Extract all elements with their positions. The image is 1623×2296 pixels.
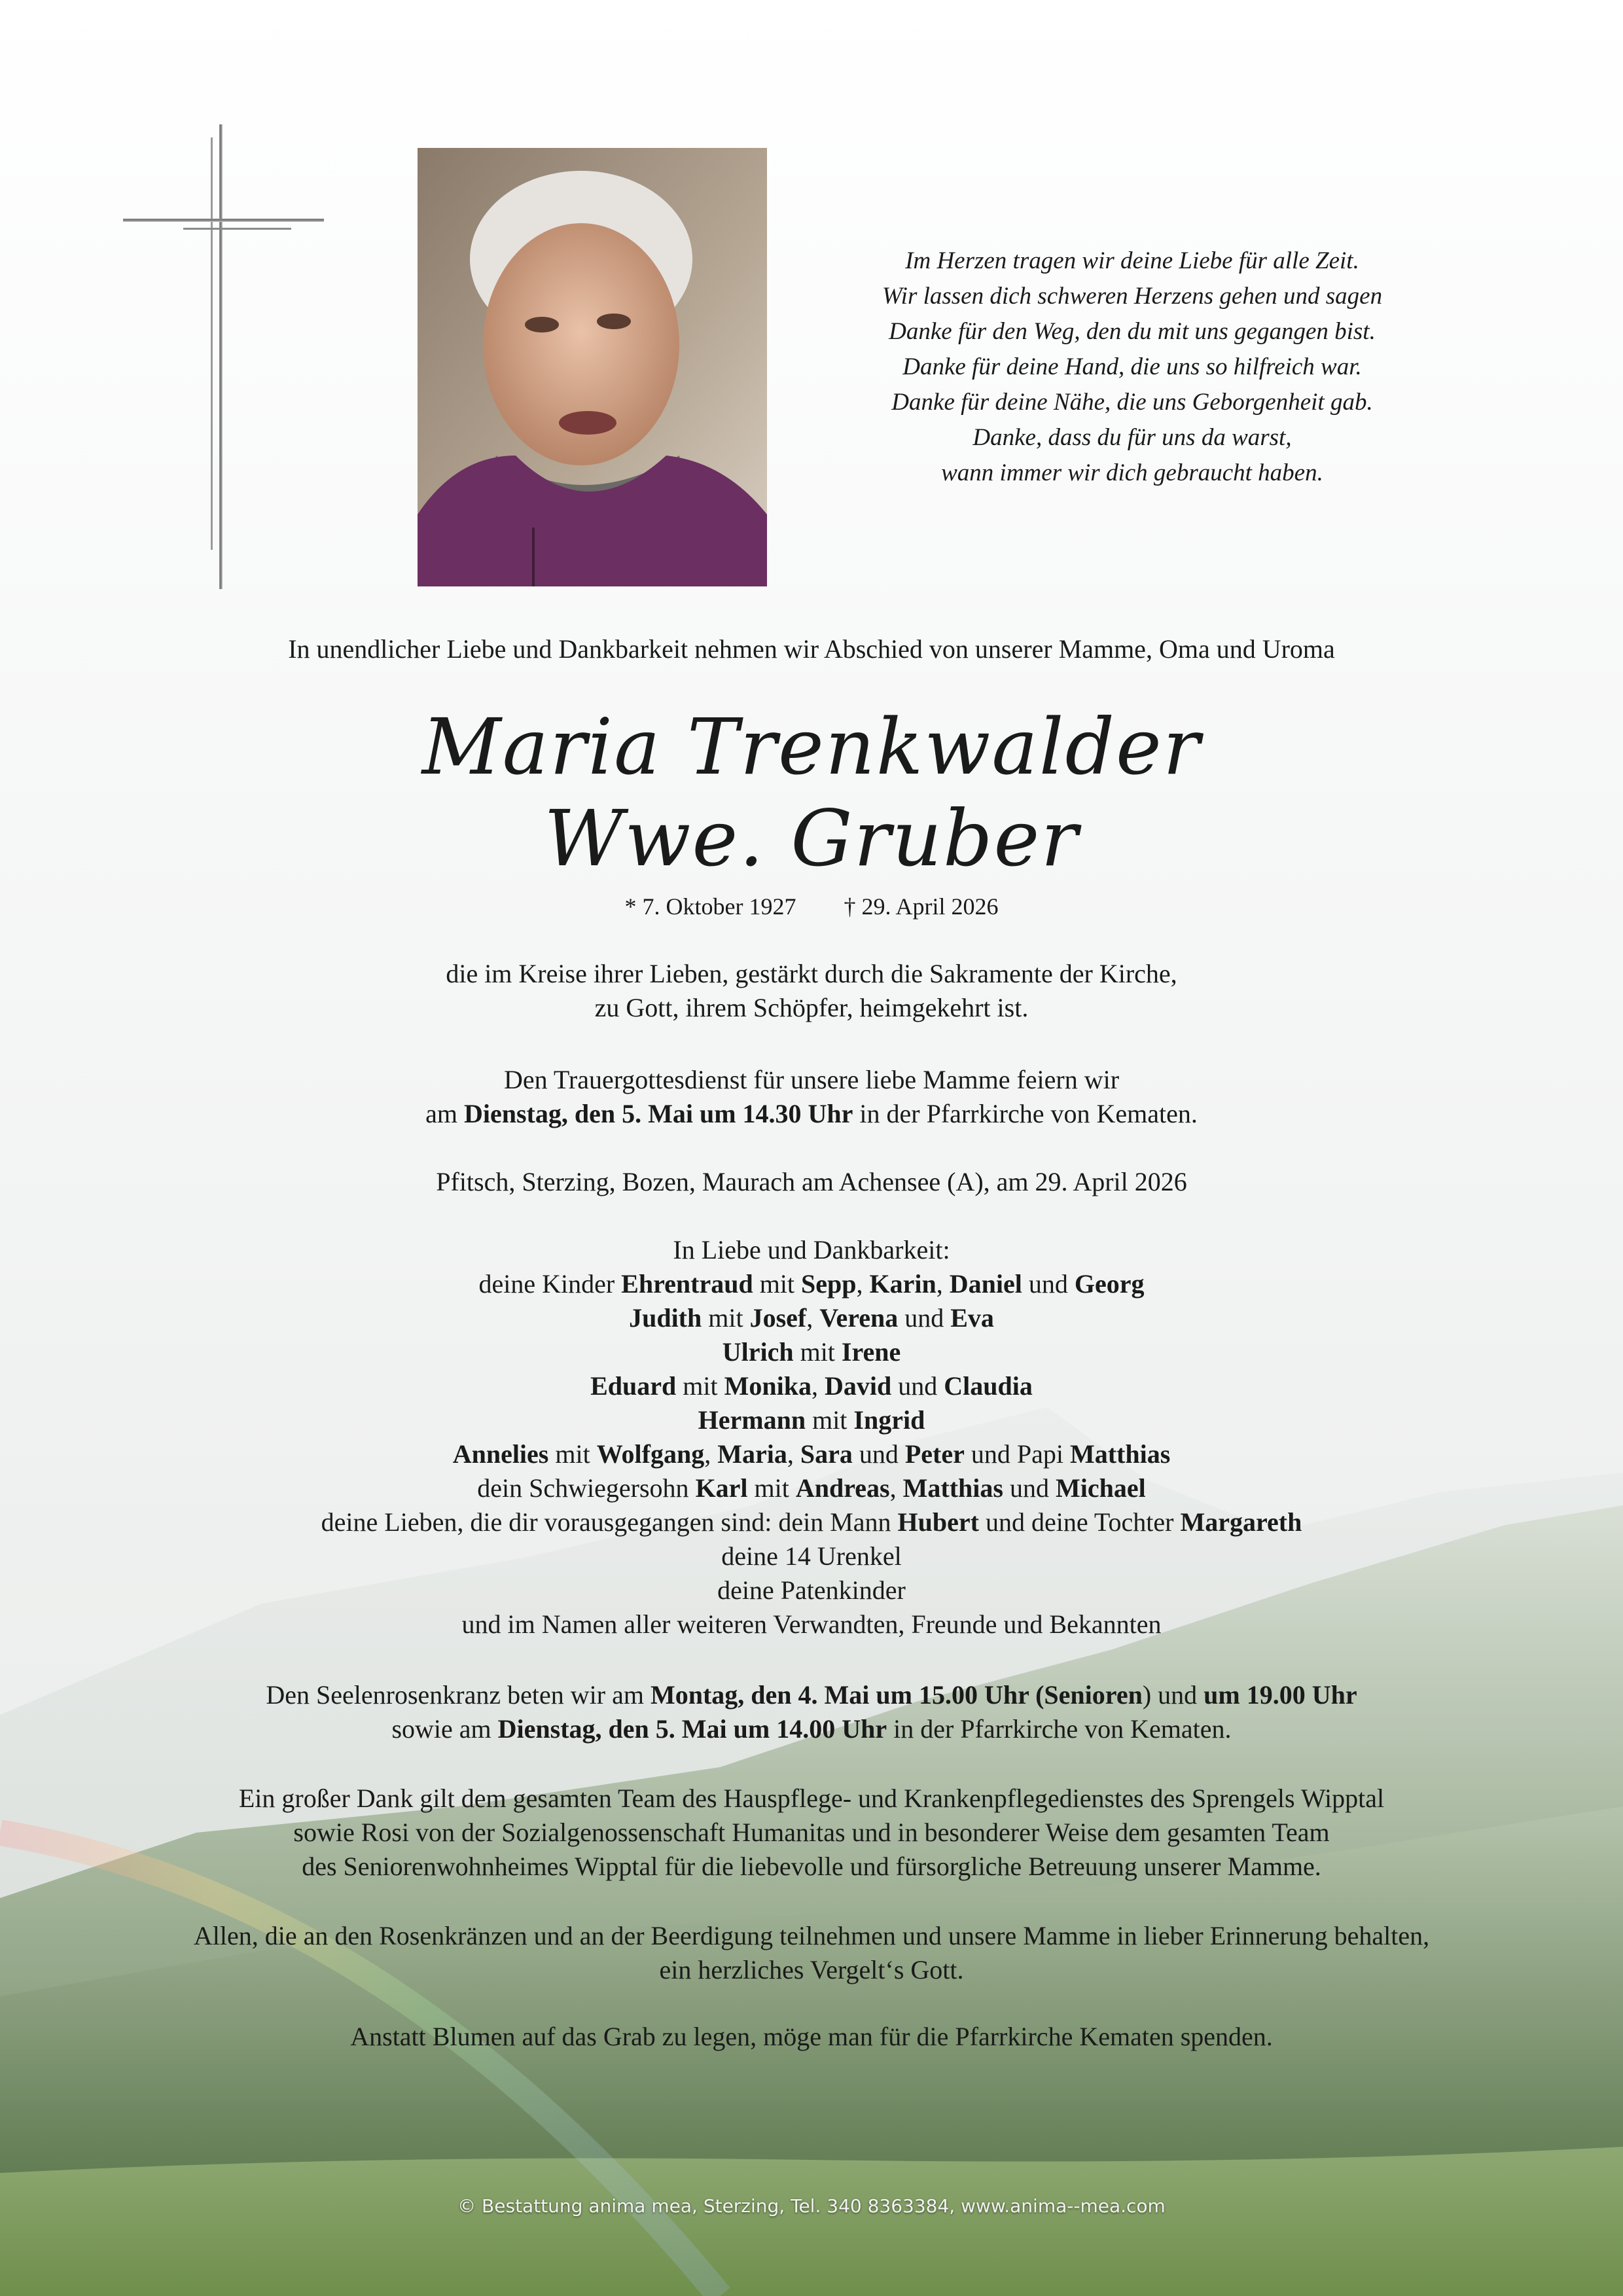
poem <box>785 243 1479 491</box>
poem-line: Danke für deine Nähe, die uns Geborgenheit gab. <box>891 389 1373 416</box>
family-line: deine Patenkinder <box>717 1575 906 1605</box>
funeral-service-text <box>0 1063 1623 1131</box>
thanks-text <box>0 1782 1623 1884</box>
family-line: Judith mit Josef, Verena und Eva <box>629 1303 994 1333</box>
intro-text: In unendlicher Liebe und Dankbarkeit nehmen wir Abschied von unserer Mamme, Oma und Uroma <box>288 634 1335 664</box>
poem-line: Danke für deine Hand, die uns so hilfreich war. <box>902 353 1362 380</box>
poem-line: wann immer wir dich gebraucht haben. <box>941 459 1323 486</box>
birth-date: * 7. Oktober 1927 <box>624 893 796 920</box>
rosary-line: sowie am Dienstag, den 5. Mai um 14.00 Uhr in der Pfarrkirche von Kematen. <box>391 1714 1232 1744</box>
portrait-photo <box>418 148 767 586</box>
family-header: In Liebe und Dankbarkeit: <box>673 1235 950 1265</box>
poem-line: Danke für den Weg, den du mit uns gegangen bist. <box>889 318 1376 345</box>
rosary-text <box>0 1678 1623 1746</box>
gratitude-text <box>0 1919 1623 1987</box>
family-list <box>0 1233 1623 1641</box>
deceased-maiden-name: Wwe. Gruber <box>544 793 1079 884</box>
text-line: sowie Rosi von der Sozialgenossenschaft Humanitas und in besonderer Weise dem gesamten Team <box>293 1818 1330 1847</box>
text-line: Ein großer Dank gilt dem gesamten Team des Hauspflege- und Krankenpflegedienstes des Sprengels Wipptal <box>238 1784 1385 1813</box>
family-line: dein Schwiegersohn Karl mit Andreas, Matthias und Michael <box>477 1473 1146 1503</box>
family-line: Hermann mit Ingrid <box>698 1405 925 1435</box>
death-date: † 29. April 2026 <box>844 893 999 920</box>
poem-line: Danke, dass du für uns da warst, <box>972 424 1292 451</box>
family-line: Ulrich mit Irene <box>722 1337 901 1367</box>
family-line: und im Namen aller weiteren Verwandten, Freunde und Bekannten <box>461 1609 1162 1639</box>
life-dates <box>0 893 1623 920</box>
text-line: die im Kreise ihrer Lieben, gestärkt durch die Sakramente der Kirche, <box>446 959 1177 988</box>
passing-text <box>0 957 1623 1025</box>
family-line: deine Kinder Ehrentraud mit Sepp, Karin, Daniel und Georg <box>478 1269 1145 1299</box>
family-line: Eduard mit Monika, David und Claudia <box>590 1371 1033 1401</box>
rosary-line: Den Seelenrosenkranz beten wir am Montag, den 4. Mai um 15.00 Uhr (Senioren) und um 19.00 Uhr <box>266 1680 1357 1710</box>
place-date: Pfitsch, Sterzing, Bozen, Maurach am Achensee (A), am 29. April 2026 <box>436 1167 1187 1196</box>
flowers-note: Anstatt Blumen auf das Grab zu legen, möge man für die Pfarrkirche Kematen spenden. <box>350 2022 1273 2051</box>
family-line: Annelies mit Wolfgang, Maria, Sara und Peter und Papi Matthias <box>452 1439 1171 1469</box>
poem-line: Wir lassen dich schweren Herzens gehen und sagen <box>882 283 1383 310</box>
text-line: Allen, die an den Rosenkränzen und an der Beerdigung teilnehmen und unsere Mamme in lieber Erinnerung behalten, <box>193 1921 1430 1950</box>
text-line: Den Trauergottesdienst für unsere liebe Mamme feiern wir <box>503 1065 1120 1094</box>
text-line: am Dienstag, den 5. Mai um 14.30 Uhr in der Pfarrkirche von Kematen. <box>425 1099 1198 1128</box>
deceased-name: Maria Trenkwalder <box>421 702 1202 792</box>
family-line: deine Lieben, die dir vorausgegangen sind: dein Mann Hubert und deine Tochter Margareth <box>321 1507 1302 1537</box>
text-line: des Seniorenwohnheimes Wipptal für die liebevolle und fürsorgliche Betreuung unserer Mamme. <box>302 1852 1321 1881</box>
family-line: deine 14 Urenkel <box>721 1541 902 1571</box>
poem-line: Im Herzen tragen wir deine Liebe für alle Zeit. <box>905 247 1359 274</box>
footer-copyright: © Bestattung anima mea, Sterzing, Tel. 340 8363384, www.anima--mea.com <box>457 2195 1166 2217</box>
text-line: zu Gott, ihrem Schöpfer, heimgekehrt ist. <box>594 993 1029 1022</box>
text-line: ein herzliches Vergelt‘s Gott. <box>659 1955 964 1984</box>
